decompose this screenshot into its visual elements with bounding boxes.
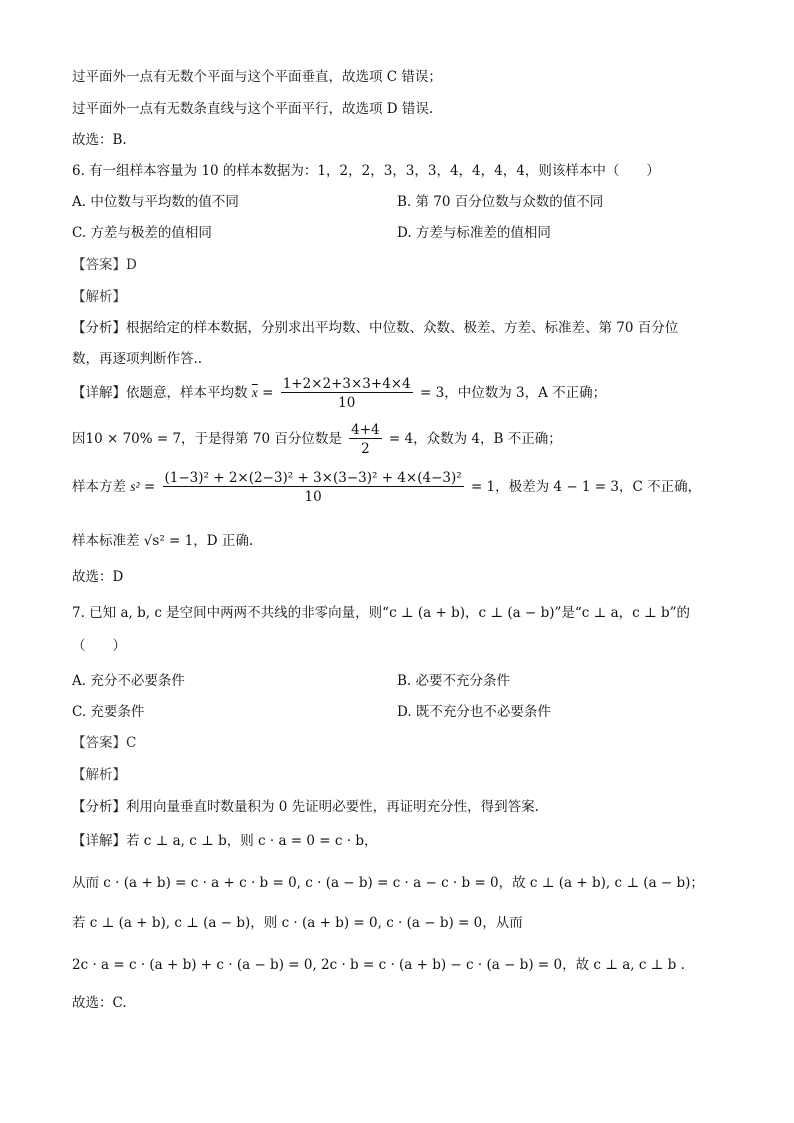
q7-detail-line: 从而 c · (a + b) = c · a + c · b = 0, c · (a − b) = c · a − c · b = 0，故 c ⊥ (a + b), c ⊥ (a − b)； — [72, 875, 704, 891]
q7-option-b: B. 必要不充分条件 — [397, 673, 511, 689]
q6-detail-mean — [72, 376, 606, 411]
q6-detail-percentile — [72, 422, 562, 457]
fraction — [163, 470, 464, 505]
text-segment: 样本方差 — [72, 479, 126, 495]
text-line: 过平面外一点有无数条直线与这个平面平行，故选项 D 错误. — [72, 101, 434, 117]
fraction-denominator: 10 — [338, 395, 356, 411]
question-7-stem: 7. 已知 a, b, c 是空间中两两不共线的非零向量，则“c ⊥ (a + b)，c ⊥ (a − b)”是“c ⊥ a，c ⊥ b”的 — [72, 605, 691, 621]
q7-detail-line: 2c · a = c · (a + b) + c · (a − b) = 0, 2c · b = c · (a + b) − c · (a − b) = 0，故 c ⊥ a, c ⊥ b . — [72, 957, 685, 973]
q6-analysis-line: 【分析】根据给定的样本数据，分别求出平均数、中位数、众数、极差、方差、标准差、第 70 百分位 — [72, 320, 679, 336]
q6-detail-variance — [72, 470, 701, 505]
q6-option-b: B. 第 70 百分位数与众数的值不同 — [397, 194, 604, 210]
question-7-paren: （ ） — [72, 638, 126, 654]
equals-sign: = — [143, 479, 156, 495]
fraction-denominator: 2 — [361, 441, 370, 457]
equals-sign: = — [262, 385, 274, 401]
q7-conclusion: 故选：C. — [72, 995, 127, 1011]
text-segment: = 3，中位数为 3，A 不正确； — [420, 385, 607, 401]
text-segment: 【详解】依题意，样本平均数 — [72, 385, 248, 401]
text-segment: = 1，极差为 4 − 1 = 3，C 不正确， — [470, 479, 702, 495]
math-xbar: $\overline{x}$ — [251, 385, 258, 400]
q7-analysis-line: 【分析】利用向量垂直时数量积为 0 先证明必要性，再证明充分性，得到答案. — [72, 799, 539, 815]
q6-option-d: D. 方差与标准差的值相同 — [397, 225, 551, 241]
text-segment: = 4，众数为 4，B 不正确； — [388, 431, 562, 447]
q7-analysis-heading: 【解析】 — [72, 767, 126, 783]
fraction — [281, 376, 413, 411]
text-line: 过平面外一点有无数个平面与这个平面垂直，故选项 C 错误； — [72, 69, 442, 85]
q7-answer: 【答案】C — [72, 735, 137, 751]
text-segment: 因10 × 70% = 7，于是得第 70 百分位数是 — [72, 431, 342, 447]
q6-analysis-heading: 【解析】 — [72, 289, 126, 305]
text-line: 故选：B. — [72, 132, 127, 148]
q6-option-c: C. 方差与极差的值相同 — [72, 225, 212, 241]
q6-analysis-line: 数，再逐项判断作答.. — [72, 351, 203, 367]
fraction-numerator: 1+2×2+3×3+4×4 — [282, 376, 411, 392]
fraction-numerator: 4+4 — [351, 422, 380, 438]
q6-answer: 【答案】D — [72, 257, 137, 273]
q7-option-d: D. 既不充分也不必要条件 — [397, 704, 551, 720]
q6-conclusion: 故选：D — [72, 569, 124, 585]
fraction-denominator: 10 — [304, 489, 322, 505]
q6-detail-std: 样本标准差 √s² = 1，D 正确. — [72, 533, 254, 549]
q7-detail-line: 若 c ⊥ (a + b), c ⊥ (a − b)，则 c · (a + b) = 0, c · (a − b) = 0，从而 — [72, 915, 523, 931]
math-s-squared: s² — [130, 479, 140, 494]
question-6-stem: 6. 有一组样本容量为 10 的样本数据为：1，2，2，3，3，3，4，4，4，4，则该样本中（ ） — [72, 163, 660, 179]
fraction-numerator: (1−3)² + 2×(2−3)² + 3×(3−3)² + 4×(4−3)² — [164, 470, 462, 486]
q6-option-a: A. 中位数与平均数的值不同 — [72, 194, 239, 210]
q7-option-c: C. 充要条件 — [72, 704, 145, 720]
fraction — [349, 422, 382, 457]
q7-option-a: A. 充分不必要条件 — [72, 673, 185, 689]
q7-detail-line: 【详解】若 c ⊥ a, c ⊥ b，则 c · a = 0 = c · b， — [72, 833, 378, 849]
